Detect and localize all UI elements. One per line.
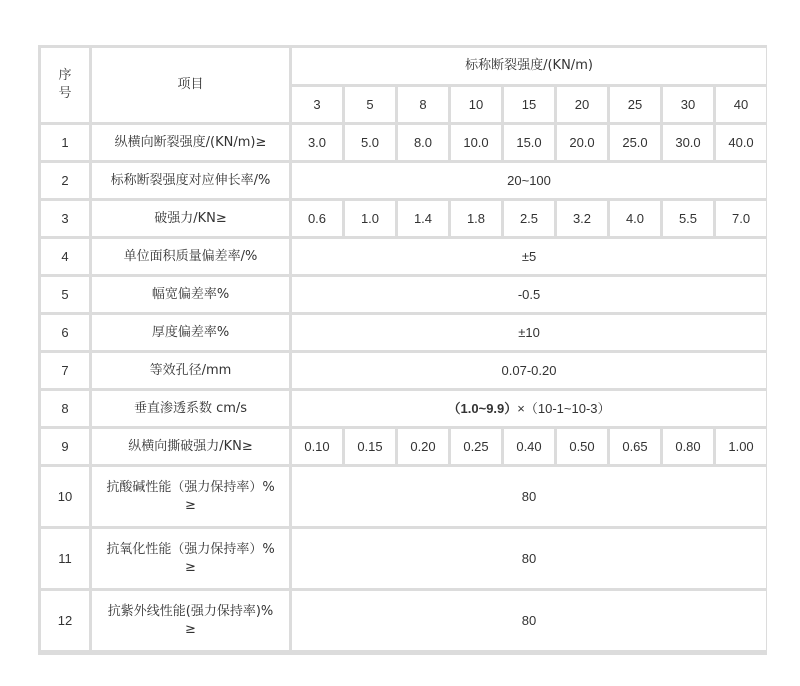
- row-item-line1: 抗紫外线性能(强力保持率)%: [107, 603, 274, 619]
- row-item: 单位面积质量偏差率/%: [92, 239, 289, 274]
- row-number: 6: [41, 315, 89, 350]
- header-item: 项目: [92, 48, 289, 122]
- value-cell: 0.6: [292, 201, 342, 236]
- permeability-range: （1.0~9.9）: [447, 400, 518, 416]
- value-cell: 10.0: [451, 125, 501, 160]
- header-seq: [41, 48, 89, 122]
- merged-value-cell: ±5: [292, 239, 766, 274]
- merged-value-cell: 0.07-0.20: [292, 353, 766, 388]
- merged-value-cell: 80: [292, 591, 766, 650]
- table-row: [41, 201, 766, 236]
- row-number: 1: [41, 125, 89, 160]
- row-number: 12: [41, 591, 89, 650]
- row-item: 厚度偏差率%: [92, 315, 289, 350]
- grade-cell: 8: [398, 87, 448, 122]
- spec-table-container: [38, 45, 767, 655]
- row-item-line1: 抗酸碱性能（强力保持率）%: [106, 479, 275, 495]
- row-number: 8: [41, 391, 89, 426]
- merged-value-cell: 80: [292, 529, 766, 588]
- table-row: [41, 429, 766, 464]
- grade-cell: 30: [663, 87, 713, 122]
- merged-value-cell: 80: [292, 467, 766, 526]
- table-row: [41, 315, 766, 350]
- row-number: 3: [41, 201, 89, 236]
- row-number: 11: [41, 529, 89, 588]
- row-item: 幅宽偏差率%: [92, 277, 289, 312]
- table-row: [41, 391, 766, 426]
- value-cell: 0.25: [451, 429, 501, 464]
- row-item-line2: ≥: [185, 559, 196, 575]
- row-item: [92, 529, 289, 588]
- row-item: 等效孔径/mm: [92, 353, 289, 388]
- table-row: [41, 529, 766, 588]
- table-row: [41, 467, 766, 526]
- value-cell: 8.0: [398, 125, 448, 160]
- value-cell: 1.0: [345, 201, 395, 236]
- value-cell: 0.10: [292, 429, 342, 464]
- value-cell: 0.80: [663, 429, 713, 464]
- grade-cell: 25: [610, 87, 660, 122]
- header-nominal-strength: 标称断裂强度/(KN/m): [292, 48, 766, 84]
- grade-cell: 15: [504, 87, 554, 122]
- row-number: 7: [41, 353, 89, 388]
- row-number: 10: [41, 467, 89, 526]
- value-cell: 30.0: [663, 125, 713, 160]
- merged-value-cell: ±10: [292, 315, 766, 350]
- row-item: [92, 467, 289, 526]
- value-cell: 0.50: [557, 429, 607, 464]
- table-row: [41, 163, 766, 198]
- table-row: [41, 125, 766, 160]
- value-cell: 2.5: [504, 201, 554, 236]
- value-cell: 0.15: [345, 429, 395, 464]
- value-cell: 3.0: [292, 125, 342, 160]
- table-row: [41, 591, 766, 650]
- row-item: 破强力/KN≥: [92, 201, 289, 236]
- value-cell: 5.0: [345, 125, 395, 160]
- value-cell: 1.4: [398, 201, 448, 236]
- value-cell: 0.65: [610, 429, 660, 464]
- value-cell: 5.5: [663, 201, 713, 236]
- merged-value-cell: [292, 391, 766, 426]
- row-item: 标称断裂强度对应伸长率/%: [92, 163, 289, 198]
- spec-table: [38, 45, 769, 653]
- row-number: 2: [41, 163, 89, 198]
- row-item: 垂直渗透系数 cm/s: [92, 391, 289, 426]
- row-number: 9: [41, 429, 89, 464]
- row-item: [92, 591, 289, 650]
- grade-cell: 40: [716, 87, 766, 122]
- row-item: 纵横向撕破强力/KN≥: [92, 429, 289, 464]
- row-number: 5: [41, 277, 89, 312]
- row-item-line1: 抗氧化性能（强力保持率）%: [106, 541, 275, 557]
- grade-cell: 10: [451, 87, 501, 122]
- merged-value-cell: 20~100: [292, 163, 766, 198]
- row-number: 4: [41, 239, 89, 274]
- value-cell: 3.2: [557, 201, 607, 236]
- value-cell: 15.0: [504, 125, 554, 160]
- merged-value-cell: -0.5: [292, 277, 766, 312]
- header-row: [41, 48, 766, 84]
- row-item-line2: ≥: [185, 497, 196, 513]
- table-row: [41, 353, 766, 388]
- value-cell: 1.00: [716, 429, 766, 464]
- value-cell: 4.0: [610, 201, 660, 236]
- permeability-exponent: ×（10-1~10-3）: [517, 400, 611, 416]
- grade-cell: 5: [345, 87, 395, 122]
- value-cell: 25.0: [610, 125, 660, 160]
- row-item-line2: ≥: [185, 621, 196, 637]
- header-seq-line1: 序: [58, 68, 72, 83]
- value-cell: 20.0: [557, 125, 607, 160]
- grade-cell: 20: [557, 87, 607, 122]
- header-seq-line2: 号: [58, 86, 72, 101]
- grade-cell: 3: [292, 87, 342, 122]
- value-cell: 0.40: [504, 429, 554, 464]
- value-cell: 0.20: [398, 429, 448, 464]
- value-cell: 40.0: [716, 125, 766, 160]
- value-cell: 1.8: [451, 201, 501, 236]
- table-row: [41, 277, 766, 312]
- table-row: [41, 239, 766, 274]
- row-item: 纵横向断裂强度/(KN/m)≥: [92, 125, 289, 160]
- value-cell: 7.0: [716, 201, 766, 236]
